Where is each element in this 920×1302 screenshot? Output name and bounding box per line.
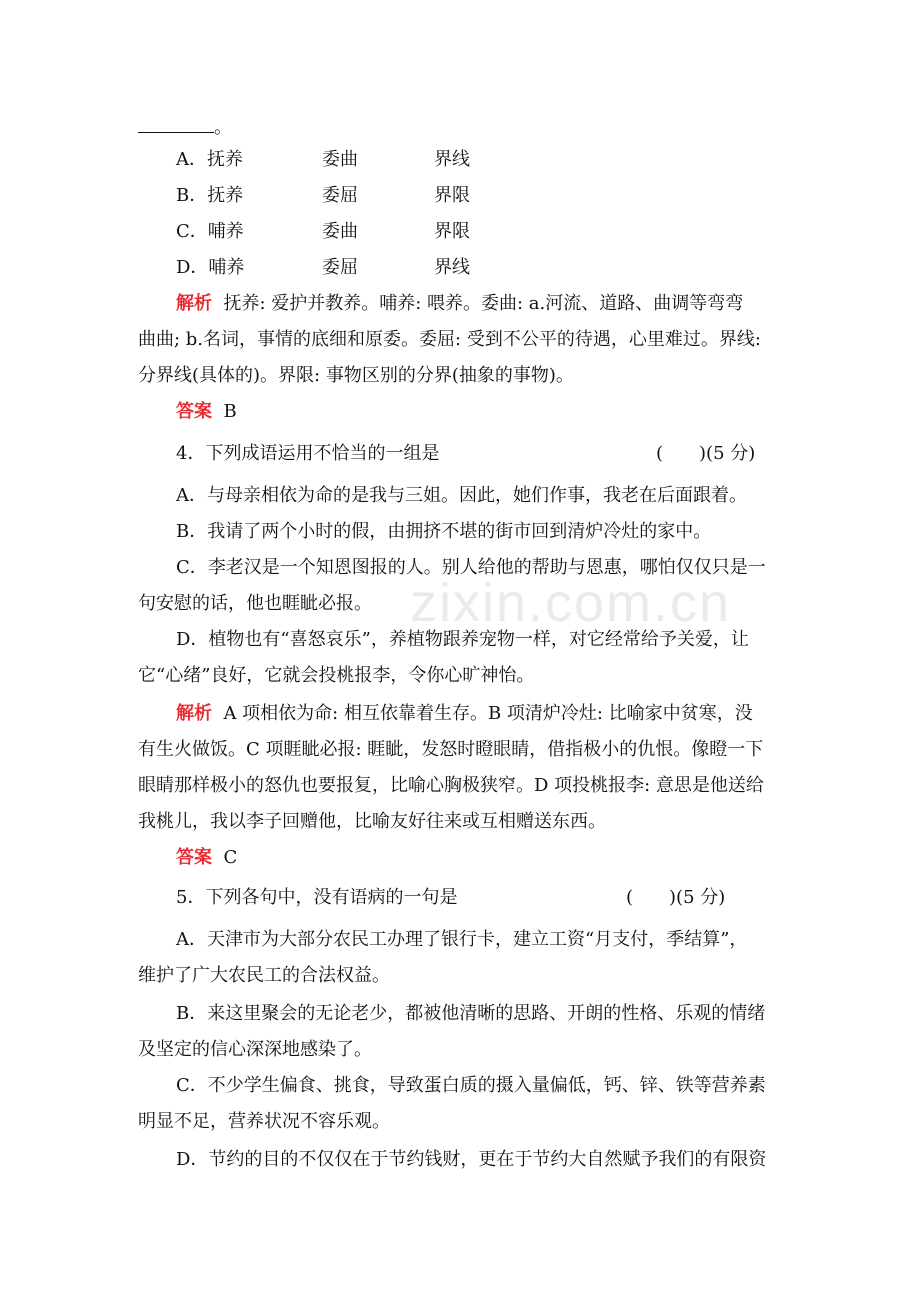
analysis-tag: 解析: [176, 703, 212, 724]
q3-option-d: D．哺养 委屈 界线: [176, 257, 470, 278]
q5-option-d-line-1: D．节约的目的不仅仅在于节约钱财，更在于节约大自然赋予我们的有限资: [176, 1149, 767, 1170]
blank: [138, 116, 214, 133]
q5-option-a-line-2: 维护了广大农民工的合法权益。: [138, 965, 390, 986]
q4-analysis-line-3: 眼睛那样极小的怒仇也要报复，比喻心胸极狭窄。D 项投桃报李: 意思是他送给: [138, 775, 764, 796]
q5-option-a-line-1: A．天津市为大部分农民工办理了银行卡，建立工资“月支付，季结算”，: [176, 929, 748, 950]
q4-answer: 答案 C: [176, 847, 238, 868]
q4-option-d-line-2: 它“心绪”良好，它就会投桃报李，令你心旷神怡。: [138, 665, 535, 686]
q3-analysis-line-3: 分界线(具体的)。界限: 事物区别的分界(抽象的事物)。: [138, 365, 574, 386]
q4-option-a: A．与母亲相依为命的是我与三姐。因此，她们作事，我老在后面跟着。: [176, 485, 747, 506]
q4-stem: 4．下列成语运用不恰当的一组是: [176, 443, 440, 464]
q3-option-b: B．抚养 委屈 界限: [176, 185, 470, 206]
q5-score: ( )(5 分): [626, 887, 726, 908]
q3-answer: 答案 B: [176, 401, 237, 422]
q3-option-c: C．哺养 委曲 界限: [176, 221, 470, 242]
watermark: zixin.com.cn: [410, 573, 732, 633]
q5-stem: 5．下列各句中，没有语病的一句是: [176, 887, 458, 908]
q5-option-c-line-1: C．不少学生偏食、挑食，导致蛋白质的摄入量偏低，钙、锌、铁等营养素: [176, 1075, 766, 1096]
answer-tag: 答案: [176, 401, 212, 422]
answer-blank-line: [138, 116, 232, 140]
q4-analysis-line-1: 解析 A 项相依为命: 相互依靠着生存。B 项清炉冷灶: 比喻家中贫寒，没: [176, 703, 753, 724]
q5-option-c-line-2: 明显不足，营养状况不容乐观。: [138, 1111, 390, 1132]
blank-suffix: 。: [214, 117, 232, 138]
q4-score: ( )(5 分): [656, 443, 756, 464]
q4-option-d-line-1: D．植物也有“喜怒哀乐”，养植物跟养宠物一样，对它经常给予关爱，让: [176, 629, 749, 650]
q4-analysis-line-2: 有生火做饭。C 项睚眦必报: 睚眦，发怒时瞪眼睛，借指极小的仇恨。像瞪一下: [138, 739, 764, 760]
q4-option-c-line-2: 句安慰的话，他也睚眦必报。: [138, 593, 372, 614]
answer-tag: 答案: [176, 847, 212, 868]
q5-option-b-line-2: 及坚定的信心深深地感染了。: [138, 1039, 372, 1060]
analysis-tag: 解析: [176, 293, 212, 314]
q3-analysis-line-1: 解析 抚养: 爱护并教养。哺养: 喂养。委曲: a.河流、道路、曲调等弯弯: [176, 293, 744, 314]
q4-option-b: B．我请了两个小时的假，由拥挤不堪的街市回到清炉冷灶的家中。: [176, 521, 712, 542]
q5-option-b-line-1: B．来这里聚会的无论老少，都被他清晰的思路、开朗的性格、乐观的情绪: [176, 1003, 766, 1024]
q3-option-a: A．抚养 委曲 界线: [176, 149, 470, 170]
q4-option-c-line-1: C．李老汉是一个知恩图报的人。别人给他的帮助与恩惠，哪怕仅仅只是一: [176, 557, 766, 578]
q4-analysis-line-4: 我桃儿，我以李子回赠他，比喻友好往来或互相赠送东西。: [138, 811, 606, 832]
q3-analysis-line-2: 曲曲; b.名词，事情的底细和原委。委屈: 受到不公平的待遇，心里难过。界线:: [138, 329, 761, 350]
